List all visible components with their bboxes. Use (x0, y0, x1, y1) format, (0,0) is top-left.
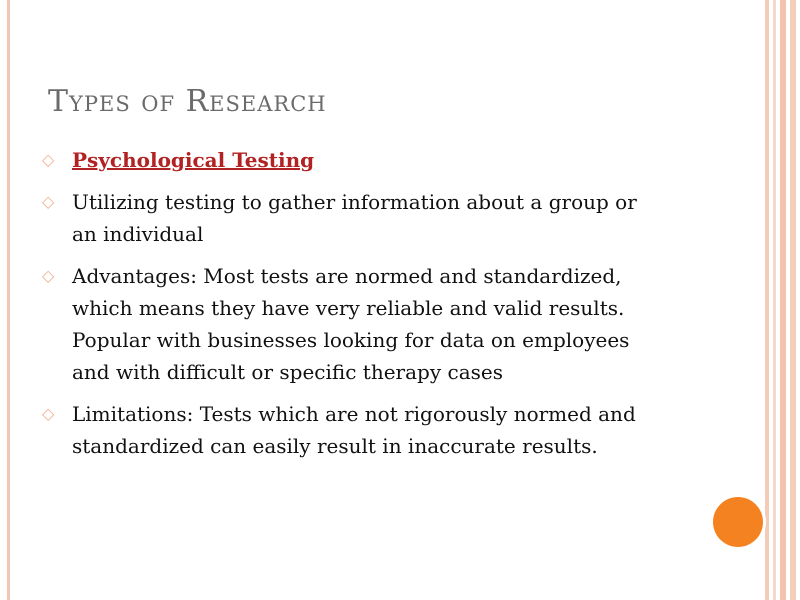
right-decorative-stripe (765, 0, 769, 600)
orange-circle-accent (713, 497, 763, 547)
left-border-line (7, 0, 10, 600)
diamond-bullet-icon: ◇ (42, 150, 55, 169)
diamond-bullet-icon: ◇ (42, 266, 55, 285)
right-decorative-stripe (780, 0, 786, 600)
bullet-item (40, 186, 660, 250)
slide-title: Types of Research (48, 84, 327, 119)
bullet-text: Utilizing testing to gather information about a group or an individual (72, 190, 637, 246)
bullet-item (40, 260, 660, 388)
bullet-list (40, 144, 660, 472)
bullet-text: Limitations: Tests which are not rigorously normed and standardized can easily result in inaccurate results. (72, 402, 636, 458)
bullet-heading-text: Psychological Testing (72, 148, 315, 172)
bullet-text: Advantages: Most tests are normed and standardized, which means they have very reliable and valid results. Popular with businesses looking for data on employees and with difficult or specific therapy cases (72, 264, 630, 384)
diamond-bullet-icon: ◇ (42, 404, 55, 423)
right-decorative-stripe (790, 0, 796, 600)
diamond-bullet-icon: ◇ (42, 192, 55, 211)
bullet-item (40, 398, 660, 462)
bullet-item (40, 144, 660, 176)
right-decorative-stripe (773, 0, 776, 600)
